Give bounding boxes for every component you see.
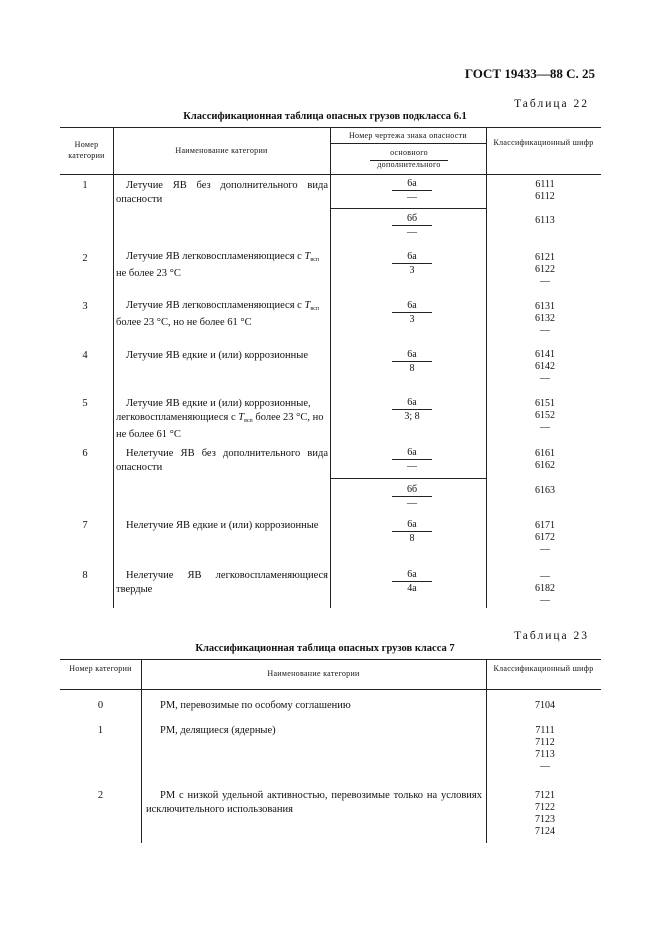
row-5-sign: 6а 3; 8 (392, 397, 432, 422)
row-1-codes-b: 6113 (535, 215, 555, 226)
t23-header-category-number: Номер категории (69, 664, 132, 673)
row-5-codes: 6151 6152 — (535, 398, 555, 433)
header-primary: основного (370, 148, 448, 161)
row-3-number: 3 (82, 301, 88, 312)
row-6-codes-a: 6161 6162 (535, 448, 555, 471)
table-22-label: Таблица 22 (514, 98, 589, 110)
t23-row-0-codes: 7104 (535, 700, 555, 711)
row-1-sign-a: 6а — (392, 178, 432, 203)
t23-row-1-codes: 7111 7112 7113 — (535, 725, 555, 772)
row-4-codes: 6141 6142 — (535, 349, 555, 384)
t23-row-1-number: 1 (97, 725, 104, 736)
t23-row-2-name: РМ с низкой удельной активностью, перевозимые только на условиях исключительного использования (146, 790, 482, 815)
row-1-sign-b: 6б — (392, 213, 432, 238)
row-3-sign: 6а 3 (392, 300, 432, 325)
row-7-codes: 6171 6172 — (535, 520, 555, 555)
row-2-number: 2 (82, 253, 88, 264)
page-header: ГОСТ 19433—88 С. 25 (464, 66, 595, 81)
row-8-number: 8 (82, 570, 88, 581)
t23-row-0-name: РМ, перевозимые по особому соглашению (160, 700, 351, 711)
row-4-number: 4 (82, 350, 88, 361)
row-1-name: Летучие ЯВ без дополнительного вида опасности (116, 180, 328, 205)
header-code: Классификационный шифр (493, 138, 594, 147)
row-4-sign: 6а 8 (392, 349, 432, 374)
header-sign-drawing-number: Номер чертежа знака опасности (348, 131, 468, 140)
table-23-title: Классификационная таблица опасных грузов класса 7 (195, 643, 455, 654)
row-3-codes: 6131 6132 — (535, 301, 555, 336)
row-1-number: 1 (82, 180, 88, 191)
row-4-name: Летучие ЯВ едкие и (или) коррозионные (126, 350, 308, 361)
row-2-sign: 6а 3 (392, 251, 432, 276)
row-6-sign-a: 6а — (392, 447, 432, 472)
row-2-codes: 6121 6122 — (535, 252, 555, 287)
row-7-sign: 6а 8 (392, 519, 432, 544)
row-2-name: Летучие ЯВ легковоспламеняющиеся с $T_{всп}$ не более 23 °С (116, 251, 319, 279)
row-5-number: 5 (82, 398, 88, 409)
row-8-codes: — 6182 — (535, 571, 555, 606)
header-additional: дополнительного (377, 160, 441, 169)
row-7-name: Нелетучие ЯВ едкие и (или) коррозионные (126, 520, 319, 531)
t23-header-code: Классификационный шифр (493, 664, 594, 673)
header-category-name: Наименование категории (175, 146, 268, 155)
row-5-name: Летучие ЯВ едкие и (или) коррозионные, легковоспламеняющиеся с $T_{всп}$ более 23 °С, но не более 61 °С (116, 398, 324, 440)
table-22-title: Классификационная таблица опасных грузов подкласса 6.1 (183, 111, 467, 122)
t23-row-1-name: РМ, делящиеся (ядерные) (160, 725, 276, 736)
row-8-name: Нелетучие ЯВ легковоспламеняющиеся твердые (116, 570, 328, 595)
row-3-name: Летучие ЯВ легковоспламеняющиеся с $T_{всп}$ более 23 °С, но не более 61 °С (116, 300, 319, 328)
header-category-number: Номер категории (68, 140, 105, 160)
row-6-name: Нелетучие ЯВ без дополнительного вида опасности (116, 448, 328, 473)
t23-row-2-number: 2 (97, 790, 104, 801)
row-7-number: 7 (82, 520, 88, 531)
t23-row-0-number: 0 (97, 700, 104, 711)
row-6-codes-b: 6163 (535, 485, 555, 496)
t23-row-2-codes: 7121 7122 7123 7124 (535, 790, 555, 837)
row-8-sign: 6а 4а (392, 569, 432, 594)
row-1-codes-a: 6111 6112 (535, 179, 555, 202)
row-6-number: 6 (82, 448, 88, 459)
table-23-label: Таблица 23 (514, 630, 589, 642)
t23-header-category-name: Наименование категории (267, 669, 360, 678)
row-6-sign-b: 6б — (392, 484, 432, 509)
